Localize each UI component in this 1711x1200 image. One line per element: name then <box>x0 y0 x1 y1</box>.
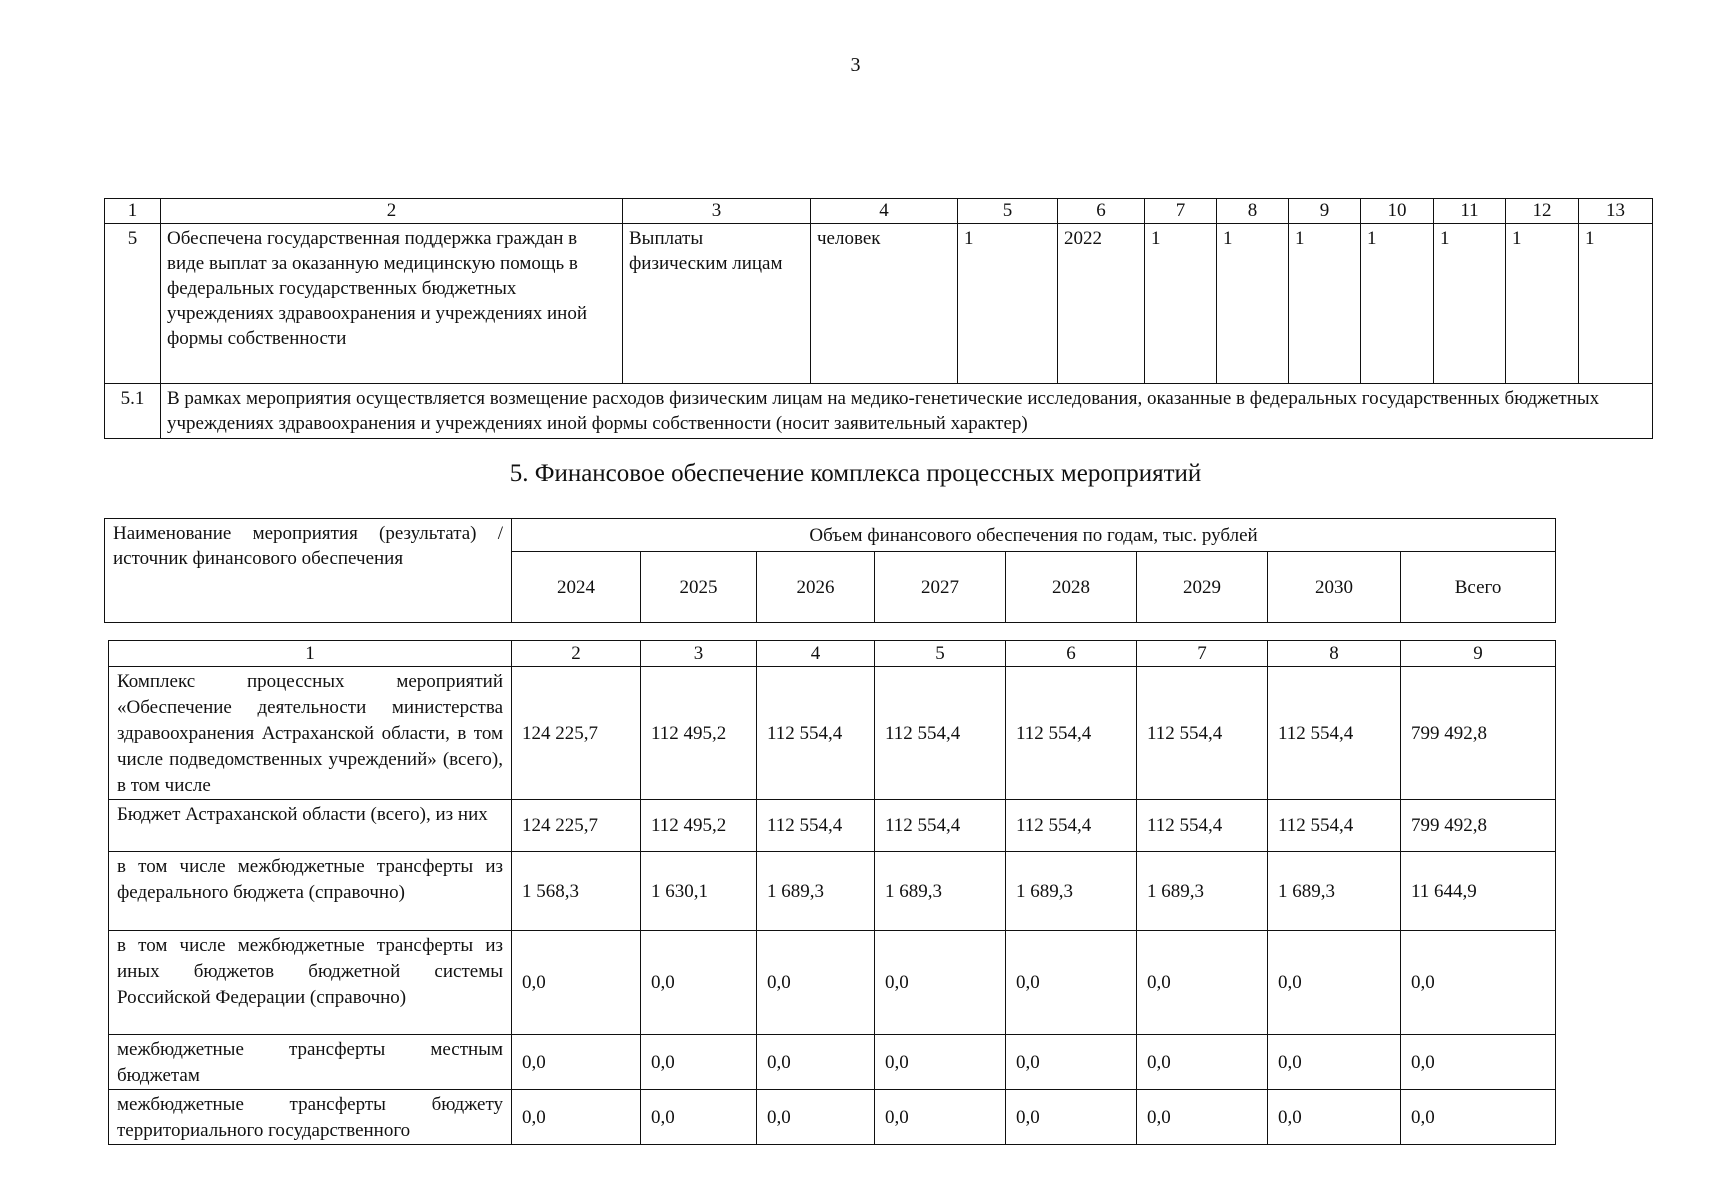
cell-value: 112 495,2 <box>641 800 757 852</box>
cell-value: 1 <box>1289 224 1361 384</box>
cell-value: 112 554,4 <box>1268 667 1401 800</box>
financing-table <box>108 640 1556 1145</box>
cell-value: 112 554,4 <box>1268 800 1401 852</box>
col-number: 6 <box>1058 199 1145 224</box>
table-row <box>109 931 1556 1035</box>
cell-value: 0,0 <box>1137 1035 1268 1090</box>
cell-value: 0,0 <box>641 1090 757 1145</box>
row-name: Бюджет Астраханской области (всего), из них <box>109 800 512 852</box>
cell-value: 112 554,4 <box>757 667 875 800</box>
name-column-header: Наименование мероприятия (результата) / источник финансового обеспечения <box>105 519 512 623</box>
col-number: 7 <box>1137 641 1268 667</box>
total-header: Всего <box>1401 552 1556 623</box>
year-header: 2024 <box>512 552 641 623</box>
cell-value: 0,0 <box>1401 931 1556 1035</box>
row-name: межбюджетные трансферты бюджету территориального государственного <box>109 1090 512 1145</box>
cell-value: 0,0 <box>875 931 1006 1035</box>
indicators-table <box>104 198 1653 439</box>
cell-value: 112 554,4 <box>875 800 1006 852</box>
result-name: Обеспечена государственная поддержка граждан в виде выплат за оказанную медицинскую помощь в федеральных государственных бюджетных учреждениях здравоохранения и учреждениях иной формы собственности <box>161 224 623 384</box>
cell-value: 1 <box>1434 224 1506 384</box>
cell-value: 0,0 <box>1268 1035 1401 1090</box>
cell-value: 1 <box>1361 224 1434 384</box>
col-number: 1 <box>109 641 512 667</box>
cell-value: 1 <box>1579 224 1653 384</box>
col-number: 9 <box>1401 641 1556 667</box>
col-number: 2 <box>161 199 623 224</box>
row-description: В рамках мероприятия осуществляется возмещение расходов физическим лицам на медико-генетические исследования, оказанные в федеральных государственных бюджетных учреждениях здравоохранения и учреждениях иной формы собственности (носит заявительный характер) <box>161 384 1653 439</box>
cell-value: 1 <box>958 224 1058 384</box>
col-number: 4 <box>757 641 875 667</box>
table-row <box>109 1035 1556 1090</box>
cell-value: 0,0 <box>1401 1090 1556 1145</box>
group-header: Объем финансового обеспечения по годам, тыс. рублей <box>512 519 1556 552</box>
cell-value: 112 554,4 <box>1137 667 1268 800</box>
row-name: межбюджетные трансферты местным бюджетам <box>109 1035 512 1090</box>
cell-value: 112 495,2 <box>641 667 757 800</box>
cell-value: 0,0 <box>1006 931 1137 1035</box>
cell-value: 0,0 <box>1401 1035 1556 1090</box>
financing-header-table <box>104 518 1556 623</box>
cell-value: 0,0 <box>875 1090 1006 1145</box>
cell-value: 112 554,4 <box>875 667 1006 800</box>
cell-value: 1 568,3 <box>512 852 641 931</box>
col-number: 10 <box>1361 199 1434 224</box>
cell-value: 11 644,9 <box>1401 852 1556 931</box>
row-name: Комплекс процессных мероприятий «Обеспечение деятельности министерства здравоохранения Астраханской области, в том числе подведомственных учреждений» (всего), в том числе <box>109 667 512 800</box>
col-number: 4 <box>811 199 958 224</box>
cell-value: 1 689,3 <box>1268 852 1401 931</box>
col-number: 13 <box>1579 199 1653 224</box>
column-numbers-row <box>109 641 1556 667</box>
table-header-row <box>105 519 1556 552</box>
cell-value: 0,0 <box>1268 1090 1401 1145</box>
table-row <box>105 384 1653 439</box>
cell-value: 1 <box>1145 224 1217 384</box>
col-number: 7 <box>1145 199 1217 224</box>
cell-value: 112 554,4 <box>1137 800 1268 852</box>
row-number: 5 <box>105 224 161 384</box>
cell-value: 0,0 <box>641 1035 757 1090</box>
table-row <box>109 667 1556 800</box>
page-number: 3 <box>850 54 861 76</box>
cell-value: 1 689,3 <box>1137 852 1268 931</box>
cell-value: 1 630,1 <box>641 852 757 931</box>
cell-value: 799 492,8 <box>1401 800 1556 852</box>
table-row <box>109 1090 1556 1145</box>
cell-value: 112 554,4 <box>1006 667 1137 800</box>
cell-value: 1 <box>1506 224 1579 384</box>
cell-value: 0,0 <box>1137 1090 1268 1145</box>
cell-value: 0,0 <box>512 1090 641 1145</box>
cell-value: 124 225,7 <box>512 800 641 852</box>
col-number: 8 <box>1217 199 1289 224</box>
col-number: 8 <box>1268 641 1401 667</box>
cell-value: 1 689,3 <box>1006 852 1137 931</box>
cell-value: 0,0 <box>1006 1090 1137 1145</box>
cell-value: 0,0 <box>1268 931 1401 1035</box>
year-header: 2030 <box>1268 552 1401 623</box>
col-number: 3 <box>641 641 757 667</box>
cell-value: 0,0 <box>757 1035 875 1090</box>
row-name: в том числе межбюджетные трансферты из иных бюджетов бюджетной системы Российской Федерации (справочно) <box>109 931 512 1035</box>
cell-value: 0,0 <box>757 931 875 1035</box>
col-number: 5 <box>958 199 1058 224</box>
row-name: в том числе межбюджетные трансферты из федерального бюджета (справочно) <box>109 852 512 931</box>
cell-value: 799 492,8 <box>1401 667 1556 800</box>
cell-value: 0,0 <box>512 1035 641 1090</box>
year-header: 2027 <box>875 552 1006 623</box>
col-number: 11 <box>1434 199 1506 224</box>
cell-value: 0,0 <box>1006 1035 1137 1090</box>
col-number: 6 <box>1006 641 1137 667</box>
cell-value: 0,0 <box>1137 931 1268 1035</box>
cell-value: 0,0 <box>875 1035 1006 1090</box>
base-year: 2022 <box>1058 224 1145 384</box>
table-row <box>109 800 1556 852</box>
section-title: 5. Финансовое обеспечение комплекса процессных мероприятий <box>509 460 1202 487</box>
cell-value: 0,0 <box>757 1090 875 1145</box>
col-number: 12 <box>1506 199 1579 224</box>
cell-value: 0,0 <box>512 931 641 1035</box>
col-number: 2 <box>512 641 641 667</box>
row-number: 5.1 <box>105 384 161 439</box>
result-type: Выплаты физическим лицам <box>623 224 811 384</box>
col-number: 9 <box>1289 199 1361 224</box>
col-number: 1 <box>105 199 161 224</box>
year-header: 2025 <box>641 552 757 623</box>
col-number: 5 <box>875 641 1006 667</box>
cell-value: 124 225,7 <box>512 667 641 800</box>
cell-value: 112 554,4 <box>1006 800 1137 852</box>
cell-value: 1 689,3 <box>757 852 875 931</box>
year-header: 2028 <box>1006 552 1137 623</box>
year-header: 2029 <box>1137 552 1268 623</box>
table-row <box>105 224 1653 384</box>
cell-value: 1 <box>1217 224 1289 384</box>
table-row <box>109 852 1556 931</box>
cell-value: 1 689,3 <box>875 852 1006 931</box>
col-number: 3 <box>623 199 811 224</box>
table-header-row <box>105 199 1653 224</box>
unit: человек <box>811 224 958 384</box>
year-header: 2026 <box>757 552 875 623</box>
cell-value: 0,0 <box>641 931 757 1035</box>
cell-value: 112 554,4 <box>757 800 875 852</box>
